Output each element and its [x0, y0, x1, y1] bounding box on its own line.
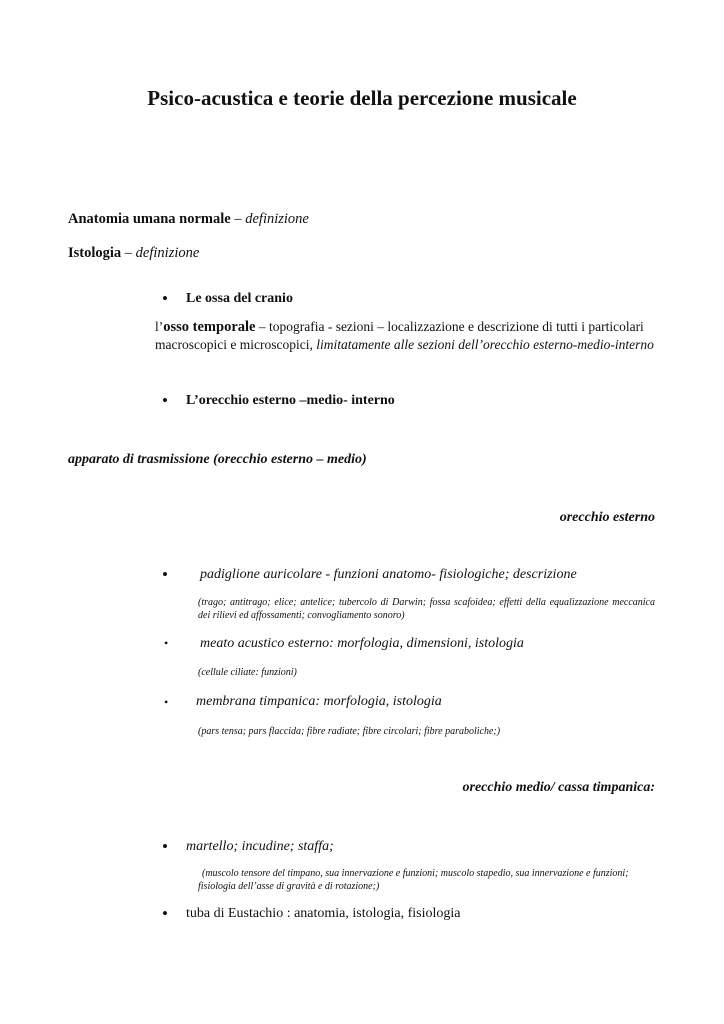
definition-separator: –	[121, 245, 136, 261]
bullet-icon: •	[162, 837, 168, 856]
para-text: – topografia - sezioni – localizzazione e descrizione di tutti i particolari macroscopici e microscopici,	[155, 319, 644, 352]
orecchio-esterno-title: orecchio esterno	[559, 510, 655, 525]
bullet-icon: •	[162, 289, 168, 308]
note-padiglione: (trago; antitrago; elice; antelice; tubercolo di Darwin; fossa scafoidea; effetti della equalizzazione meccanica dei rilievi ed affossamenti; convogliamento sonoro)	[198, 597, 655, 621]
page-title: Psico-acustica e teorie della percezione musicale	[147, 86, 577, 110]
definition-separator: –	[230, 211, 246, 227]
definition-term: Istologia	[68, 245, 122, 261]
osso-temporale-paragraph	[155, 318, 665, 354]
note-meato: (cellule ciliate: funzioni)	[198, 667, 297, 678]
item-padiglione: padiglione auricolare - funzioni anatomo- fisiologiche; descrizione	[200, 567, 577, 582]
item-tuba: tuba di Eustachio : anatomia, istologia, fisiologia	[186, 906, 461, 921]
definition-desc: definizione	[135, 245, 200, 261]
item-ossicini: martello; incudine; staffa;	[186, 839, 334, 854]
section-heading-orecchio: L’orecchio esterno –medio- interno	[186, 393, 395, 408]
bullet-icon: •	[162, 391, 168, 410]
definition-anatomia	[68, 211, 309, 228]
para-prefix: l’	[155, 319, 164, 334]
para-term: osso temporale	[163, 319, 256, 335]
definition-term: Anatomia umana normale	[68, 211, 231, 227]
definition-desc: definizione	[245, 211, 309, 227]
bullet-icon: •	[164, 636, 169, 650]
bullet-icon: •	[162, 904, 168, 923]
apparato-heading: apparato di trasmissione (orecchio esterno – medio)	[68, 452, 367, 467]
note-ossicini: (muscolo tensore del timpano, sua innervazione e funzioni; muscolo stapedio, sua innervazione e funzioni; fisiologia dell’asse di gravità e di rotazione;)	[198, 868, 629, 892]
note-membrana: (pars tensa; pars flaccida; fibre radiate; fibre circolari; fibre paraboliche;)	[198, 726, 501, 737]
para-italic: limitatamente alle sezioni dell’orecchio esterno-medio-interno	[316, 337, 654, 352]
bullet-icon: •	[162, 565, 168, 584]
section-heading-ossa-cranio: Le ossa del cranio	[186, 291, 293, 306]
orecchio-medio-title: orecchio medio/ cassa timpanica:	[462, 780, 655, 795]
item-membrana: membrana timpanica: morfologia, istologia	[196, 694, 442, 709]
bullet-icon: •	[164, 695, 169, 709]
item-meato: meato acustico esterno: morfologia, dimensioni, istologia	[200, 636, 524, 651]
definition-istologia	[68, 245, 199, 262]
